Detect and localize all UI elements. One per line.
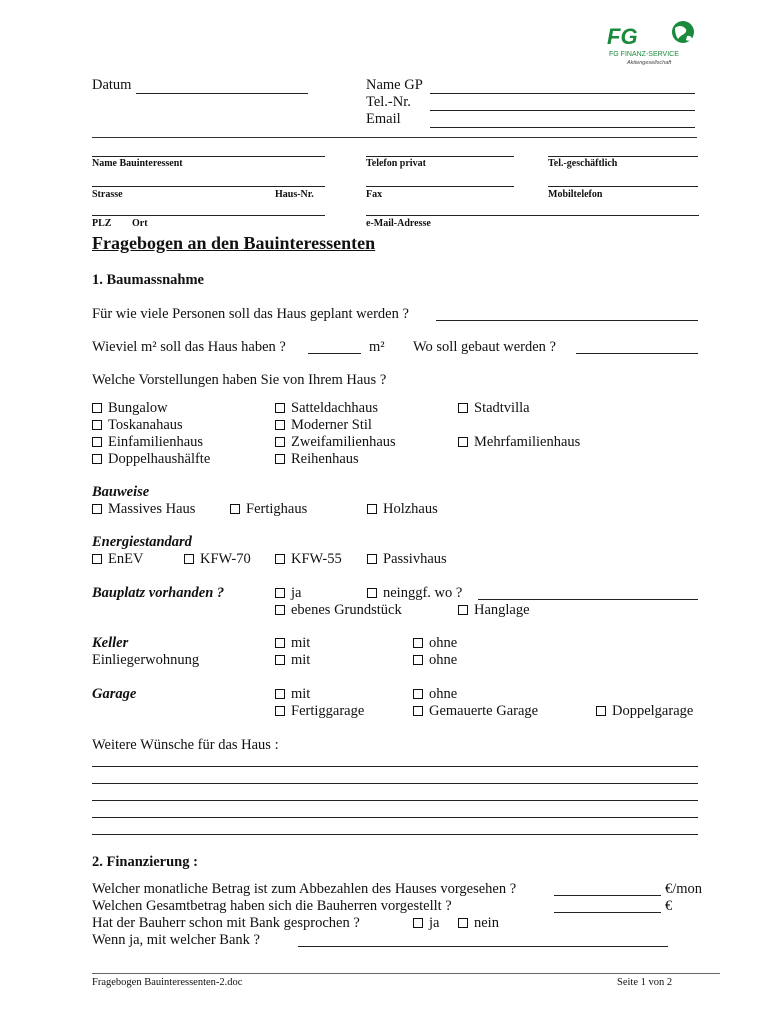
option-keller-mit[interactable]: mit	[275, 635, 310, 652]
section2-heading: 2. Finanzierung :	[92, 854, 198, 870]
energie-label: Energiestandard	[92, 534, 192, 550]
haus-nr-label: Haus-Nr.	[275, 189, 314, 200]
bauweise-label: Bauweise	[92, 484, 150, 500]
q-wo: Wo soll gebaut werden ?	[413, 339, 556, 355]
checkbox[interactable]	[413, 638, 423, 648]
option-toskanahaus[interactable]: Toskanahaus	[92, 417, 183, 434]
checkbox[interactable]	[184, 554, 194, 564]
option-keller-ohne[interactable]: ohne	[413, 635, 457, 652]
fax-field[interactable]	[366, 186, 514, 187]
checkbox[interactable]	[275, 638, 285, 648]
option-massives-haus[interactable]: Massives Haus	[92, 501, 195, 518]
wuensche-line-4[interactable]	[92, 817, 698, 818]
mobiltelefon-field[interactable]	[548, 186, 698, 187]
option-bauplatz-ja[interactable]: ja	[275, 585, 301, 602]
checkbox[interactable]	[275, 706, 285, 716]
checkbox[interactable]	[458, 403, 468, 413]
header-divider	[92, 137, 697, 138]
checkbox[interactable]	[275, 655, 285, 665]
option-mehrfamilienhaus[interactable]: Mehrfamilienhaus	[458, 434, 580, 451]
logo-line2: Aktiengesellschaft	[627, 60, 672, 66]
option-doppelgarage[interactable]: Doppelgarage	[596, 703, 693, 720]
option-holzhaus[interactable]: Holzhaus	[367, 501, 438, 518]
checkbox[interactable]	[596, 706, 606, 716]
option-bank-nein[interactable]: nein	[458, 915, 499, 932]
q-gesamt: Welchen Gesamtbetrag haben sich die Bauherren vorgestellt ?	[92, 898, 452, 914]
checkbox[interactable]	[367, 588, 377, 598]
einlieger-label: Einliegerwohnung	[92, 652, 200, 668]
checkbox[interactable]	[92, 454, 102, 464]
page-title: Fragebogen an den Bauinteressenten	[92, 233, 376, 253]
unit-mon: €/mon	[665, 881, 703, 897]
option-reihenhaus[interactable]: Reihenhaus	[275, 451, 359, 468]
option-einfamilienhaus[interactable]: Einfamilienhaus	[92, 434, 203, 451]
gesamt-field[interactable]	[554, 912, 661, 913]
checkbox[interactable]	[413, 655, 423, 665]
checkbox[interactable]	[458, 437, 468, 447]
tel-label: Tel.-Nr.	[366, 94, 411, 110]
checkbox[interactable]	[458, 605, 468, 615]
datum-label: Datum	[92, 77, 132, 93]
option-einlieger-mit[interactable]: mit	[275, 652, 310, 669]
email-adresse-label: e-Mail-Adresse	[366, 218, 431, 229]
option-stadtvilla[interactable]: Stadtvilla	[458, 400, 530, 417]
option-satteldachhaus[interactable]: Satteldachhaus	[275, 400, 378, 417]
option-ebenes-grundstueck[interactable]: ebenes Grundstück	[275, 602, 402, 619]
footer-page: Seite 1 von 2	[617, 977, 673, 988]
wo-field[interactable]	[576, 353, 698, 354]
name-gp-label: Name GP	[366, 77, 423, 93]
checkbox[interactable]	[275, 454, 285, 464]
ort-label: Ort	[132, 218, 148, 229]
bauplatz-label: Bauplatz vorhanden ?	[92, 585, 225, 601]
option-einlieger-ohne[interactable]: ohne	[413, 652, 457, 669]
checkbox[interactable]	[367, 554, 377, 564]
checkbox[interactable]	[92, 437, 102, 447]
checkbox[interactable]	[413, 689, 423, 699]
wuensche-line-2[interactable]	[92, 783, 698, 784]
weitere-wuensche-label: Weitere Wünsche für das Haus :	[92, 737, 279, 753]
email-adresse-field[interactable]	[366, 215, 699, 216]
bank-field[interactable]	[298, 946, 668, 947]
plz-label: PLZ	[92, 218, 112, 229]
option-enev[interactable]: EnEV	[92, 551, 143, 568]
svg-text:FG: FG	[607, 24, 638, 49]
checkbox[interactable]	[92, 554, 102, 564]
checkbox[interactable]	[230, 504, 240, 514]
option-kfw-55[interactable]: KFW-55	[275, 551, 342, 568]
q-monatlich: Welcher monatliche Betrag ist zum Abbezahlen des Hauses vorgesehen ?	[92, 881, 517, 897]
option-doppelhaushaelfte[interactable]: Doppelhaushälfte	[92, 451, 210, 468]
bauplatz-wo-field[interactable]	[478, 599, 698, 600]
monatlich-field[interactable]	[554, 895, 661, 896]
flaeche-field[interactable]	[308, 353, 361, 354]
logo-line1: FG FINANZ-SERVICE	[609, 51, 679, 58]
option-kfw-70[interactable]: KFW-70	[184, 551, 251, 568]
checkbox[interactable]	[275, 554, 285, 564]
fax-label: Fax	[366, 189, 383, 200]
wuensche-line-3[interactable]	[92, 800, 698, 801]
checkbox[interactable]	[458, 918, 468, 928]
option-moderner-stil[interactable]: Moderner Stil	[275, 417, 372, 434]
option-garage-ohne[interactable]: ohne	[413, 686, 457, 703]
option-fertiggarage[interactable]: Fertiggarage	[275, 703, 364, 720]
checkbox[interactable]	[413, 918, 423, 928]
mobiltelefon-label: Mobiltelefon	[548, 189, 603, 200]
checkbox[interactable]	[92, 420, 102, 430]
checkbox[interactable]	[367, 504, 377, 514]
wuensche-line-1[interactable]	[92, 766, 698, 767]
option-bank-ja[interactable]: ja	[413, 915, 439, 932]
telefon-privat-label: Telefon privat	[366, 158, 426, 169]
unit-m2: m²	[369, 339, 385, 355]
option-gemauerte-garage[interactable]: Gemauerte Garage	[413, 703, 538, 720]
tel-geschaeftlich-field[interactable]	[548, 156, 698, 157]
plz-ort-field[interactable]	[92, 215, 325, 216]
option-passivhaus[interactable]: Passivhaus	[367, 551, 447, 568]
checkbox[interactable]	[92, 504, 102, 514]
strasse-field[interactable]	[92, 186, 325, 187]
datum-field[interactable]	[136, 93, 308, 94]
checkbox[interactable]	[92, 403, 102, 413]
checkbox[interactable]	[275, 420, 285, 430]
tel-field[interactable]	[430, 110, 695, 111]
option-zweifamilienhaus[interactable]: Zweifamilienhaus	[275, 434, 396, 451]
wuensche-line-5[interactable]	[92, 834, 698, 835]
name-gp-field[interactable]	[430, 93, 695, 94]
footer-divider	[92, 973, 720, 974]
checkbox[interactable]	[275, 588, 285, 598]
name-bauinteressent-label: Name Bauinteressent	[92, 158, 183, 169]
email-label: Email	[366, 111, 401, 127]
keller-label: Keller	[92, 635, 129, 651]
checkbox[interactable]	[275, 403, 285, 413]
checkbox[interactable]	[275, 689, 285, 699]
checkbox[interactable]	[275, 605, 285, 615]
telefon-privat-field[interactable]	[366, 156, 514, 157]
footer-filename: Fragebogen Bauinteressenten-2.doc	[92, 977, 243, 988]
garage-label: Garage	[92, 686, 137, 702]
tel-geschaeftlich-label: Tel.-geschäftlich	[548, 158, 618, 169]
q-bank: Hat der Bauherr schon mit Bank gesprochen ?	[92, 915, 360, 931]
option-bungalow[interactable]: Bungalow	[92, 400, 168, 417]
q-welche-bank: Wenn ja, mit welcher Bank ?	[92, 932, 260, 948]
personen-field[interactable]	[436, 320, 698, 321]
q-personen: Für wie viele Personen soll das Haus geplant werden ?	[92, 306, 409, 322]
strasse-label: Strasse	[92, 189, 123, 200]
q-flaeche: Wieviel m² soll das Haus haben ?	[92, 339, 286, 355]
name-bauinteressent-field[interactable]	[92, 156, 325, 157]
option-hanglage[interactable]: Hanglage	[458, 602, 530, 619]
email-field[interactable]	[430, 127, 695, 128]
checkbox[interactable]	[275, 437, 285, 447]
option-garage-mit[interactable]: mit	[275, 686, 310, 703]
company-logo	[605, 20, 705, 70]
section1-heading: 1. Baumassnahme	[92, 272, 204, 288]
checkbox[interactable]	[413, 706, 423, 716]
q-vorstellungen: Welche Vorstellungen haben Sie von Ihrem Haus ?	[92, 372, 387, 388]
unit-eur: €	[665, 898, 673, 914]
option-fertighaus[interactable]: Fertighaus	[230, 501, 307, 518]
option-bauplatz-nein[interactable]: neinggf. wo ?	[367, 585, 462, 602]
